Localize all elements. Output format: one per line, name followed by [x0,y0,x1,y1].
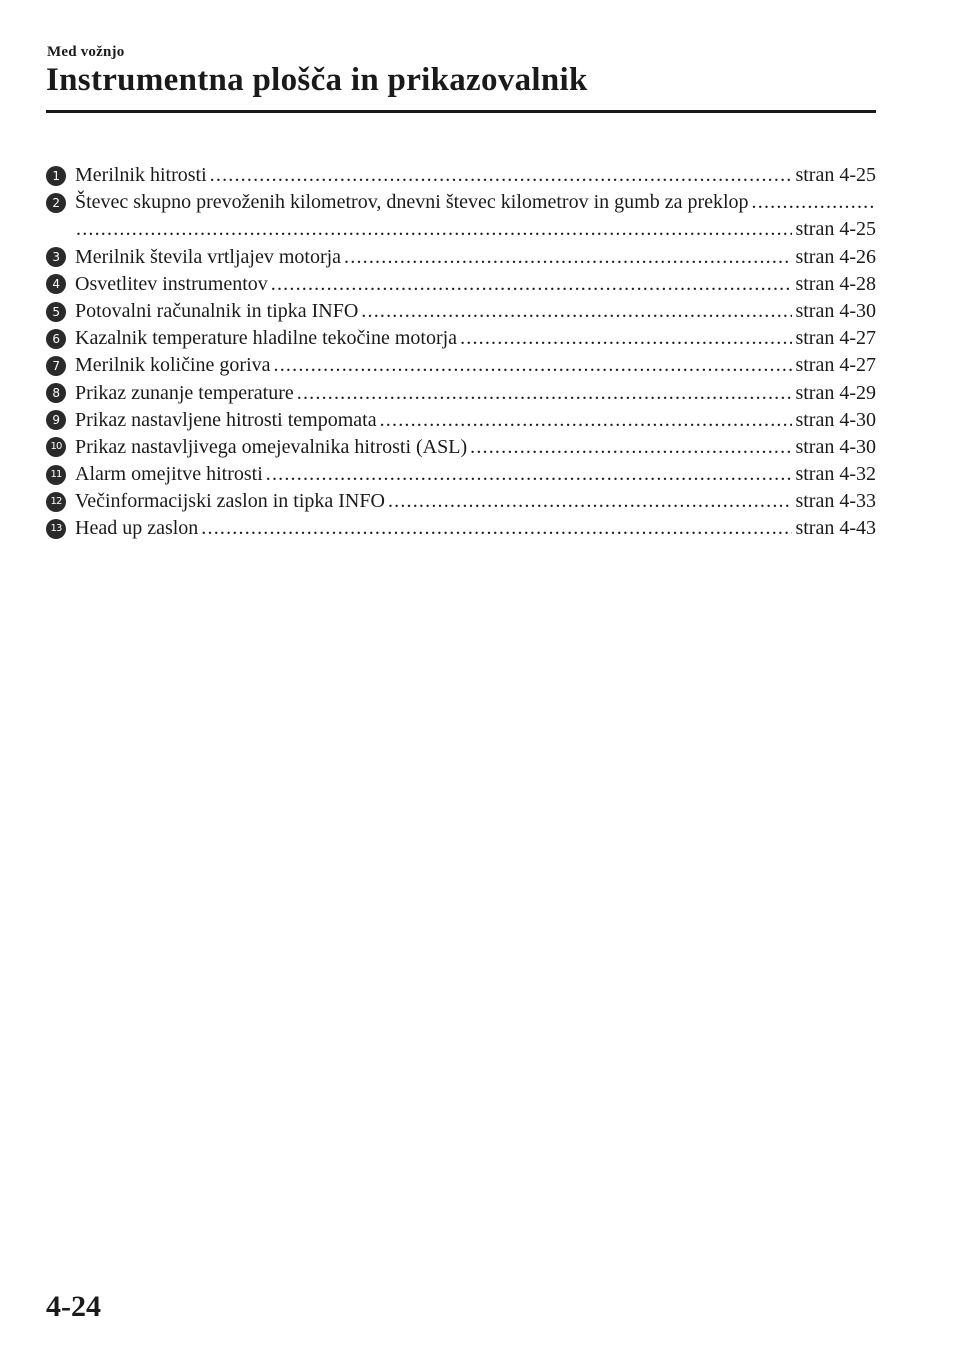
list-item [46,352,876,379]
item-number-badge: 2 [46,193,66,213]
item-number-badge: 10 [46,437,66,457]
contents-list [46,162,876,543]
title-divider [46,110,876,113]
item-label: Prikaz zunanje temperature [75,381,294,404]
list-item [46,407,876,434]
list-item [46,244,876,271]
list-item [46,325,876,352]
item-page-ref: stran 4-27 [795,327,876,350]
item-number-badge: 6 [46,329,66,349]
list-item [46,298,876,325]
item-label: Head up zaslon [75,517,199,540]
dot-leader [76,216,792,243]
item-number-badge: 4 [46,274,66,294]
list-item [46,380,876,407]
item-page-ref: stran 4-26 [795,245,876,268]
dot-leader [361,298,792,325]
item-page-ref: stran 4-25 [795,164,876,186]
list-item [46,461,876,488]
item-page-ref: stran 4-32 [795,463,876,486]
item-label: Večinformacijski zaslon in tipka INFO [75,490,385,513]
item-label: Merilnik hitrosti [75,164,207,186]
item-number-badge: 7 [46,356,66,376]
item-label: Prikaz nastavljene hitrosti tempomata [75,408,377,431]
item-number-badge: 11 [46,465,66,485]
dot-leader [470,434,792,461]
dot-leader [274,352,793,379]
item-label: Prikaz nastavljivega omejevalnika hitrosti (ASL) [75,435,468,458]
item-label: Kazalnik temperature hladilne tekočine motorja [75,327,458,350]
dot-leader [344,244,792,271]
page-title: Instrumentna plošča in prikazovalnik [46,62,588,98]
dot-leader [380,407,793,434]
item-label: Merilnik števila vrtljajev motorja [75,245,342,268]
dot-leader [752,189,873,216]
item-number-badge: 13 [46,519,66,539]
item-label: Alarm omejitve hitrosti [75,463,263,486]
list-item [46,434,876,461]
dot-leader [271,271,793,298]
item-number-badge: 1 [46,166,66,186]
list-item-continuation [46,216,876,243]
item-page-ref: stran 4-30 [795,408,876,431]
item-page-ref: stran 4-30 [795,435,876,458]
page-number: 4-24 [46,1290,101,1323]
item-number-badge: 5 [46,302,66,322]
item-page-ref: stran 4-33 [795,490,876,513]
item-page-ref: stran 4-29 [795,381,876,404]
item-label: Potovalni računalnik in tipka INFO [75,299,359,322]
item-page-ref: stran 4-25 [795,218,876,241]
item-page-ref: stran 4-27 [795,354,876,377]
item-number-badge: 8 [46,383,66,403]
dot-leader [460,325,792,352]
dot-leader [210,162,793,189]
dot-leader [297,380,793,407]
item-number-badge: 9 [46,410,66,430]
list-item [46,271,876,298]
item-page-ref: stran 4-28 [795,272,876,295]
item-page-ref: stran 4-43 [795,517,876,540]
item-page-ref: stran 4-30 [795,299,876,322]
dot-leader [266,461,793,488]
item-number-badge: 12 [46,492,66,512]
list-item [46,515,876,542]
dot-leader [388,488,793,515]
item-label: Števec skupno prevoženih kilometrov, dnevni števec kilometrov in gumb za preklop [75,191,749,214]
list-item [46,162,876,189]
item-number-badge: 3 [46,247,66,267]
list-item [46,488,876,515]
dot-leader [201,515,792,542]
item-label: Merilnik količine goriva [75,354,271,377]
section-label: Med vožnjo [47,44,125,60]
item-label: Osvetlitev instrumentov [75,272,268,295]
list-item [46,189,876,216]
